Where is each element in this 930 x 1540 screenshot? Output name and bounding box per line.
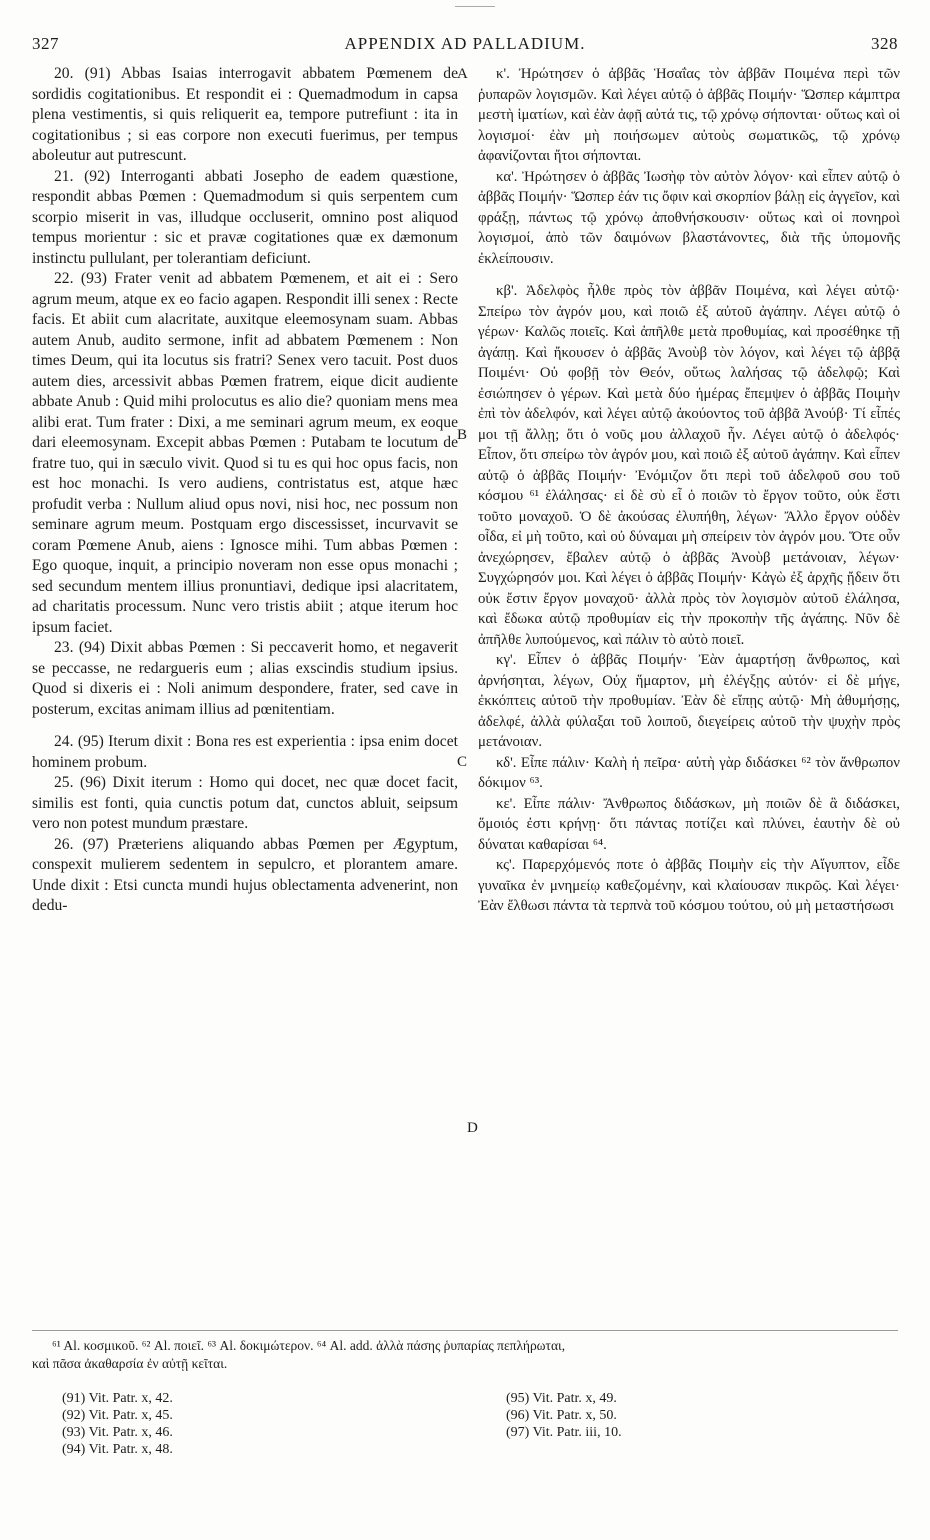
latin-column: [32, 64, 458, 917]
reference-91: (91) Vit. Patr. x, 42.: [62, 1391, 173, 1406]
footnotes: [32, 1337, 898, 1373]
latin-paragraph-26: 26. (97) Præteriens aliquando abbas Pœmen per Ægyptum, conspexit mulierem sedentem in sepulcro, et plorantem amare. Unde dixit : Etsi cuncta mundi hujus oblectamenta advenerint, non dedu-: [32, 835, 458, 914]
greek-paragraph-20: κ'. Ἠρώτησεν ὁ ἀββᾶς Ἡσαΐας τὸν ἀββᾶν Ποιμένα περὶ τῶν ῥυπαρῶν λογισμῶν. Καὶ λέγει αὐτῷ ὁ ἀββᾶς Ποιμήν· Ὥσπερ κάμπτρα μεστὴ ἱματίων, καὶ ἐὰν ἀφῇ αὐτά τις, τῷ χρόνῳ σήπονται· οὕτως καὶ οἱ λογισμοί· ἐὰν μὴ ποιήσωμεν αὐτοὺς σωματικῶς, τῷ χρόνῳ ἀφανίζονται ἤτοι σήπονται.: [478, 66, 900, 164]
references-left-column: [62, 1390, 462, 1458]
margin-marker-d: D: [467, 1120, 478, 1136]
reference-97: (97) Vit. Patr. iii, 10.: [506, 1425, 622, 1440]
greek-paragraph-22: κβ'. Ἀδελφὸς ἦλθε πρὸς τὸν ἀββᾶν Ποιμένα, καὶ λέγει αὐτῷ· Σπείρω τὸν ἀγρόν μου, καὶ ποιῶ ἐξ αὐτοῦ ἀγάπην. Λέγει αὐτῷ ὁ γέρων· Καλῶς ποιεῖς. Καὶ ἀπῆλθε μετὰ προθυμίας, καὶ προσέθηκε τῇ ἀγάπῃ. Καὶ ἤκουσεν ὁ ἀββᾶς Ἀνοὺβ τὸν λόγον, καὶ λέγει τῷ ἀββᾷ Ποιμένι· Οὐ φοβῇ τὸν Θεόν, οὕτως λαλήσας τῷ ἀδελφῷ; Καὶ ἐσιώπησεν ὁ γέρων. Καὶ μετὰ δύο ἡμέρας ἔπεμψεν ὁ ἀββᾶς Ποιμὴν ἐπὶ τὸν ἀδελφόν, καὶ λέγει αὐτῷ ἀκούοντος τοῦ ἀββᾶ Ἀνούβ· Τί εἶπές μοι τῇ ἄλλῃ; ὅτι ὁ νοῦς μου ἀλλαχοῦ ἦν. Λέγει αὐτῷ ὁ ἀδελφός· Εἶπον, ὅτι σπείρω τὸν ἀγρόν μου, καὶ ποιῶ ἐξ αὐτοῦ ἀγάπην. Καὶ εἶπεν αὐτῷ ὁ ἀββᾶς Ποιμήν· Ἐνόμιζον ὅτι περὶ τοῦ ἀδελφοῦ σου τοῦ κόσμου ⁶¹ ἐλάλησας· εἰ δὲ σὺ εἶ ὁ ποιῶν τὸ ἔργον τοῦτο, οὐκ ἔστι τοῦτο μοναχοῦ. Ὁ δὲ ἀκούσας ἐλυπήθη, λέγων· Ἄλλο ἔργον οὐδὲν οἶδα, εἰ μὴ τοῦτο, καὶ οὐ δύναμαι μὴ σπείρειν τὸν ἀγρόν μου. Ὅτε οὖν ἀνεχώρησεν, ἔβαλεν αὐτῷ ὁ ἀββᾶς Ἀνοὺβ μετάνοιαν, λέγων· Συγχώρησόν μοι. Καὶ λέγει ὁ ἀββᾶς Ποιμήν· Κἀγὼ ἐξ ἀρχῆς ᾔδειν ὅτι οὐκ ἔστιν ἔργον μοναχοῦ· ἀλλὰ πρὸς τὸν λογισμὸν αὐτοῦ ἐλάλησα, καὶ ἔδωκα αὐτῷ προθυμίαν εἰς τὴν προκοπὴν τῆς ἀγάπης. Νῦν δὲ ἀπῆλθε λυπούμενος, καὶ πάλιν τὸ αὐτὸ ποιεῖ.: [478, 283, 900, 648]
footnote-divider: [32, 1330, 898, 1331]
margin-marker-a: A: [457, 66, 468, 82]
reference-93: (93) Vit. Patr. x, 46.: [62, 1425, 173, 1440]
reference-94: (94) Vit. Patr. x, 48.: [62, 1442, 173, 1457]
reference-92: (92) Vit. Patr. x, 45.: [62, 1408, 173, 1423]
latin-paragraph-25: 25. (96) Dixit iterum : Homo qui docet, nec quæ docet facit, similis est fonti, quia cunctis potum dat, cunctos abluit, seipsum vero non potest mundum præstare.: [32, 774, 458, 832]
latin-paragraph-23: 23. (94) Dixit abbas Pœmen : Si peccaverit homo, et negaverit se peccasse, ne redargueris eum ; alias exscindis studium ipsius. Quod si dixeris ei : Noli animum despondere, frater, sed cave in posterum, excitas animam illius ad pœnitentiam.: [32, 639, 458, 718]
reference-95: (95) Vit. Patr. x, 49.: [506, 1391, 617, 1406]
margin-marker-c: C: [457, 754, 468, 770]
page-number-left: 327: [32, 34, 59, 53]
top-ornament: [455, 6, 495, 7]
latin-paragraph-22: 22. (93) Frater venit ad abbatem Pœmenem, et ait ei : Sero agrum meum, atque ex eo facio agapen. Respondit illi senex : Recte facis. Et abiit cum alacritate, auxitque eleemosynam suam. Abbas autem Anub, audito sermone, infit ad abbatem Pœmenem : Non times Deum, qui ita locutus sis fratri? Senex vero tacuit. Post duos autem dies, arcessivit abbas Pœmen fratrem, eique dicit audiente abbate Anub : Quid mihi prolocutus es alio die? quoniam mens mea alibi erat. Tum frater : Dixi, a me seminari agrum meum, ex eoque dari eleemosynam. Excepit abbas Pœmen : Putabam te locutum de fratre tuo, qui in sæculo vivit. Quod si tu es qui hoc opus facis, non est hoc monachi. Is vero audiens, contristatus est, atque hæc profudit verba : Nullum aliud opus novi, nisi hoc, nec possum non seminare agrum meum. Postquam ergo discessisset, incurvavit se coram Pœmene Anub, aiens : Ignosce mihi. Tum abbas Pœmen : Ego quoque, inquit, a principio noveram non esse opus monachi ; sed secundum mentem illius pronuntiavi, dedique ipsi alacritatem, ad charitatis processum. Nunc vero tristis abiit ; atque iterum hoc ipsum faciet.: [32, 270, 458, 636]
greek-paragraph-26: κς'. Παρερχόμενός ποτε ὁ ἀββᾶς Ποιμὴν εἰς τὴν Αἴγυπτον, εἶδε γυναῖκα ἐν μνημείῳ καθεζομένην, καὶ κλαίουσαν πικρῶς. Καὶ λέγει· Ἐὰν ἔλθωσι πάντα τὰ τερπνὰ τοῦ κόσμου τούτου, οὐ μὴ μεταστήσωσι: [478, 857, 900, 914]
greek-paragraph-23: κγ'. Εἶπεν ὁ ἀββᾶς Ποιμήν· Ἐὰν ἁμαρτήσῃ ἄνθρωπος, καὶ ἀρνήσηται, λέγων, Οὐχ ἥμαρτον, μὴ ἐλέγξῃς αὐτόν· εἰ δὲ μήγε, ἐκκόπτεις αὐτοῦ τὴν προθυμίαν. Ἐὰν δὲ εἴπῃς αὐτῷ· Μὴ ἀθυμήσῃς, ἀδελφέ, ἀλλὰ φύλαξαι τοῦ λοιποῦ, διεγείρεις αὐτοῦ τὴν ψυχὴν πρὸς μετάνοιαν.: [478, 652, 900, 750]
greek-paragraph-25: κε'. Εἶπε πάλιν· Ἄνθρωπος διδάσκων, μὴ ποιῶν δὲ ἃ διδάσκει, ὅμοιός ἐστι κρήνῃ· ὅτι πάντας ποτίζει καὶ πλύνει, ἑαυτὴν δὲ οὐ δύναται καθαρίσαι ⁶⁴.: [478, 795, 900, 853]
greek-paragraph-21: κα'. Ἠρώτησεν ὁ ἀββᾶς Ἰωσὴφ τὸν αὐτὸν λόγον· καὶ εἶπεν αὐτῷ ὁ ἀββᾶς Ποιμήν· Ὥσπερ ἐάν τις ὄφιν καὶ σκορπίον βάλῃ εἰς ἀγγεῖον, καὶ φράξῃ, πάντως τῷ χρόνῳ ἀποθνήσκουσιν· οὕτως καὶ οἱ πονηροὶ λογισμοί, ἀπὸ τῶν δαιμόνων βλαστάνοντες, διὰ τῆς ὑπομονῆς ἐκλείπουσιν.: [478, 168, 900, 267]
reference-96: (96) Vit. Patr. x, 50.: [506, 1408, 617, 1423]
greek-column: [478, 64, 900, 917]
margin-marker-b: B: [457, 427, 468, 443]
page-header: [32, 34, 898, 60]
references-right-column: [506, 1390, 906, 1441]
page-number-right: 328: [871, 34, 898, 53]
latin-paragraph-24: 24. (95) Iterum dixit : Bona res est experientia : ipsa enim docet hominem probum.: [32, 733, 458, 771]
running-title: APPENDIX AD PALLADIUM.: [344, 34, 586, 53]
latin-paragraph-21: 21. (92) Interroganti abbati Josepho de eadem quæstione, respondit abbas Pœmen : Quemadmodum si quis serpentem cum scorpio miserit in vas, illudque occluserit, omnino post aliquod tempus morientur : sic et pravæ cogitationes quæ ex dæmonum instinctu pullulant, per tolerantiam deficiunt.: [32, 167, 458, 267]
footnote-line-1: ⁶¹ Al. κοσμικοῦ. ⁶² Al. ποιεῖ. ⁶³ Al. δοκιμώτερον. ⁶⁴ Al. add. ἀλλὰ πάσης ῥυπαρίας πεπλήρωται,: [52, 1338, 566, 1353]
footnote-line-2: καὶ πᾶσα ἀκαθαρσία ἐν αὐτῇ κεῖται.: [32, 1356, 228, 1371]
greek-paragraph-24: κδ'. Εἶπε πάλιν· Καλὴ ἡ πεῖρα· αὐτὴ γὰρ διδάσκει ⁶² τὸν ἄνθρωπον δόκιμον ⁶³.: [478, 754, 900, 791]
latin-paragraph-20: 20. (91) Abbas Isaias interrogavit abbatem Pœmenem de sordidis cogitationibus. Et respondit ei : Quemadmodum in capsa plena vestimentis, si quis reliquerit ea, tempore putrefiunt : ita in cogitationibus ; si eas corpore non executi fuerimus, per tempus aboleutur aut putrescunt.: [32, 65, 458, 164]
